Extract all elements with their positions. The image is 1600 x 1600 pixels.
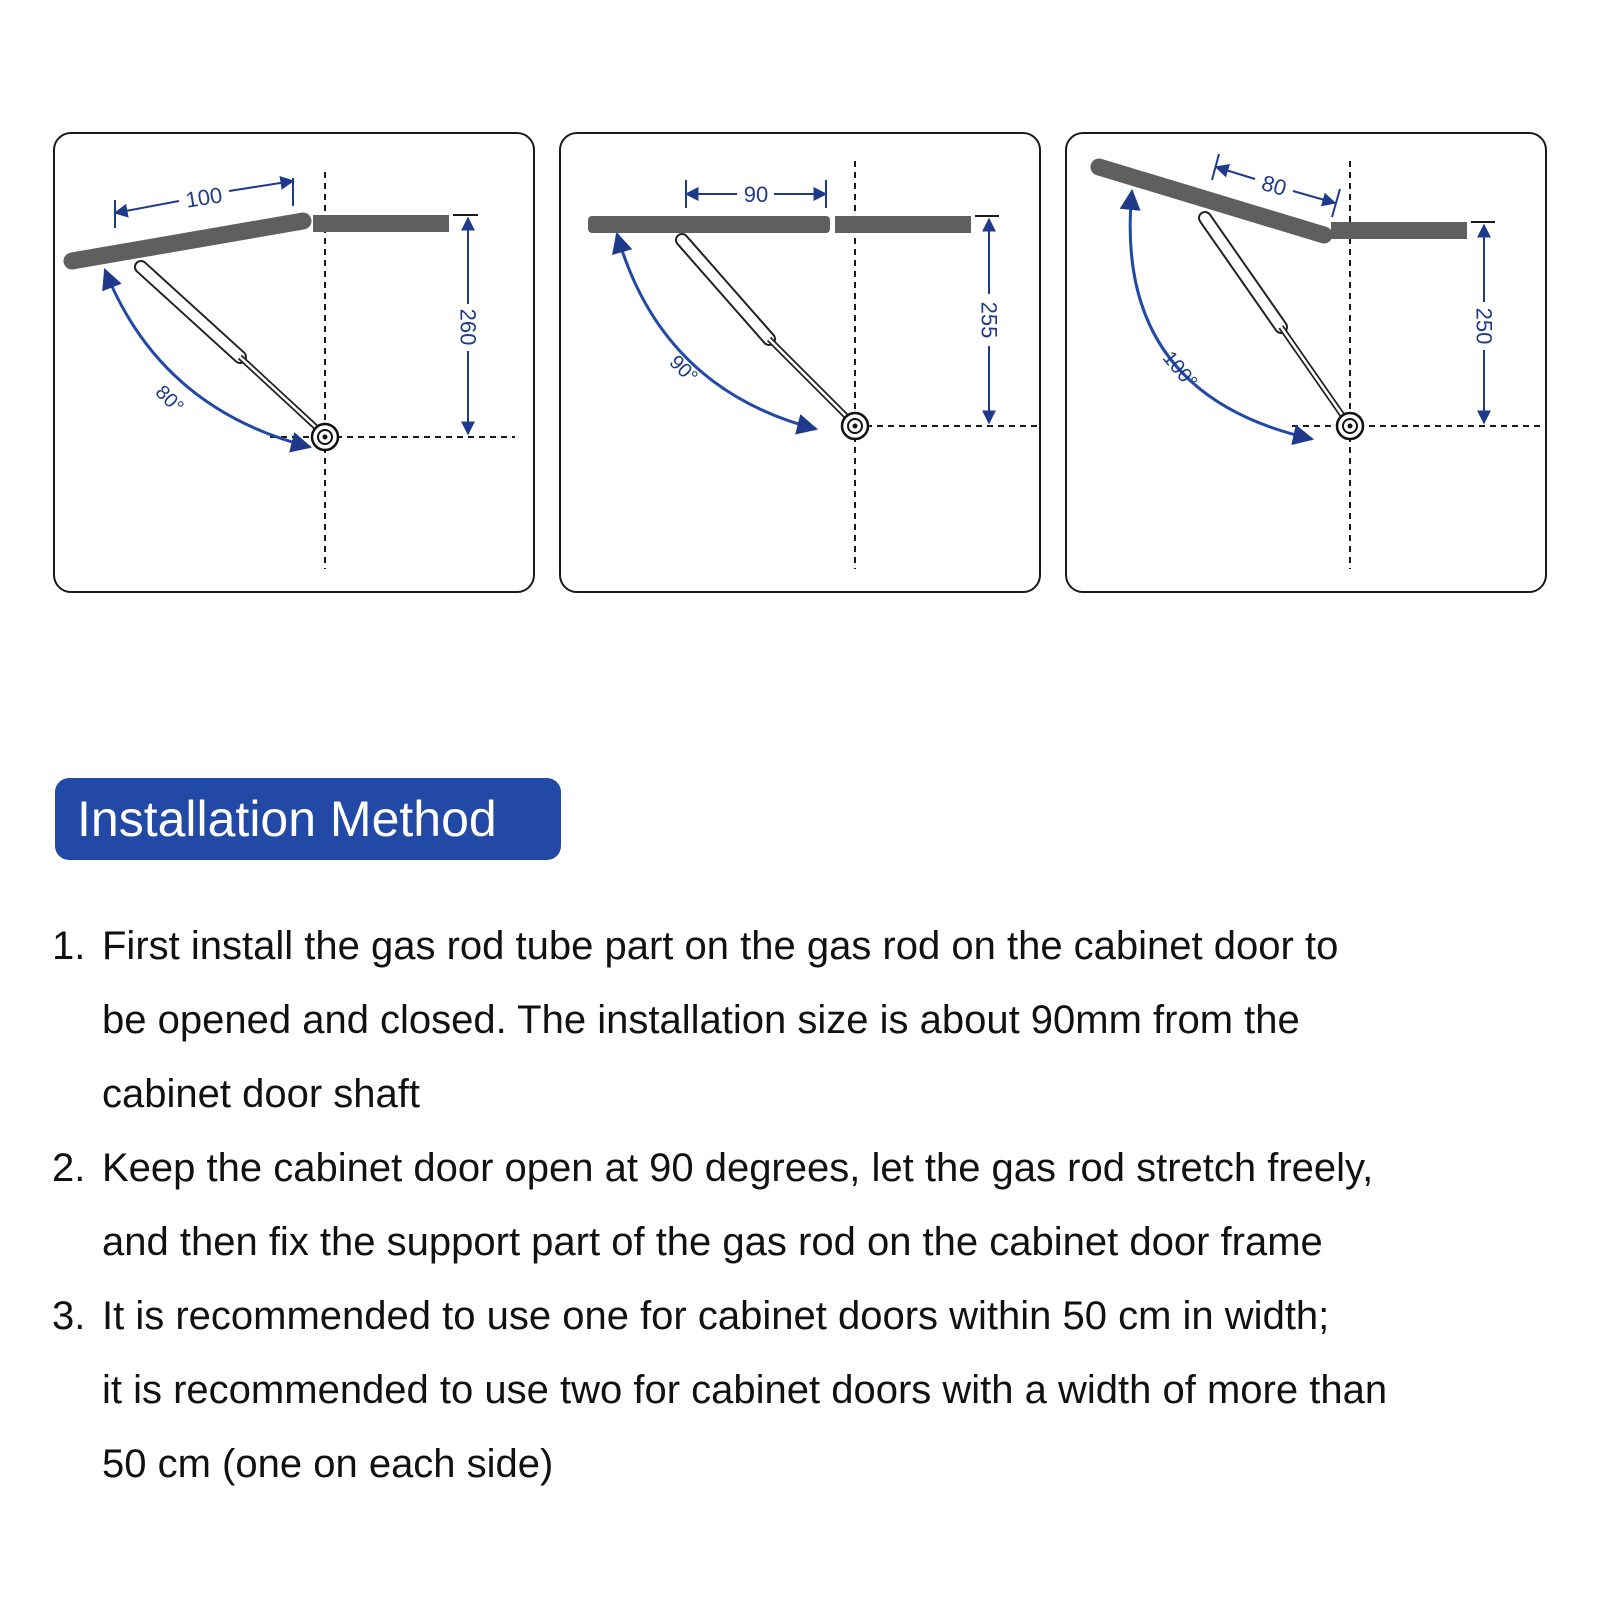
step-1: [52, 909, 1572, 1131]
cabinet-top-panel: [1331, 222, 1467, 239]
pivot-hinge-icon: [1337, 413, 1363, 439]
gas-spring-icon: [1205, 218, 1345, 419]
step-text-line: it is recommended to use two for cabinet doors with a width of more than: [102, 1368, 1388, 1412]
open-door-panel: [588, 216, 830, 233]
step-number: 1.: [52, 924, 86, 968]
diagram-panel-90: [559, 132, 1041, 593]
step-text-line: 50 cm (one on each side): [102, 1442, 554, 1486]
cabinet-top-panel: [313, 215, 449, 232]
width-dim-line-left: [1216, 167, 1255, 179]
step-text-line: be opened and closed. The installation size is about 90mm from the: [102, 998, 1300, 1042]
width-dimension-label: 80: [1258, 170, 1290, 201]
width-dim-line-right: [1293, 191, 1335, 203]
width-dimension-label: 100: [183, 182, 225, 213]
step-3: [52, 1279, 1572, 1501]
pivot-hinge-icon: [842, 413, 868, 439]
diagram-100-svg: [1067, 134, 1547, 593]
gas-spring-icon: [682, 240, 849, 419]
width-dimension-label: 90: [743, 182, 769, 207]
diagram-90-svg: [561, 134, 1041, 593]
diagram-panel-100: [1065, 132, 1547, 593]
section-title-badge: [55, 778, 561, 860]
height-dimension-label: 260: [455, 308, 481, 346]
open-door-panel: [72, 221, 303, 261]
diagram-panel-80: [53, 132, 535, 593]
step-text-line: First install the gas rod tube part on the gas rod on the cabinet door to: [102, 924, 1339, 968]
opening-angle-arc: [105, 270, 310, 447]
diagram-80-svg: [55, 134, 535, 593]
step-number: 3.: [52, 1294, 86, 1338]
section-title: Installation Method: [77, 791, 497, 847]
step-text-line: Keep the cabinet door open at 90 degrees, let the gas rod stretch freely,: [102, 1146, 1374, 1190]
height-dimension-label: 250: [1471, 307, 1497, 345]
angle-label: 80°: [150, 381, 188, 419]
pivot-hinge-icon: [312, 424, 338, 450]
height-dimension-label: 255: [976, 301, 1002, 339]
step-text-line: cabinet door shaft: [102, 1072, 420, 1116]
step-text-line: and then fix the support part of the gas rod on the cabinet door frame: [102, 1220, 1323, 1264]
step-number: 2.: [52, 1146, 86, 1190]
step-2: [52, 1131, 1572, 1279]
angle-label: 90°: [664, 351, 702, 389]
opening-angle-arc: [617, 234, 816, 429]
step-text-line: It is recommended to use one for cabinet doors within 50 cm in width;: [102, 1294, 1330, 1338]
width-dim-line-right: [229, 181, 293, 191]
angle-label: 100°: [1157, 347, 1202, 394]
cabinet-top-panel: [835, 216, 971, 233]
width-dim-line-left: [115, 201, 179, 213]
installation-steps-list: [52, 909, 1572, 1501]
